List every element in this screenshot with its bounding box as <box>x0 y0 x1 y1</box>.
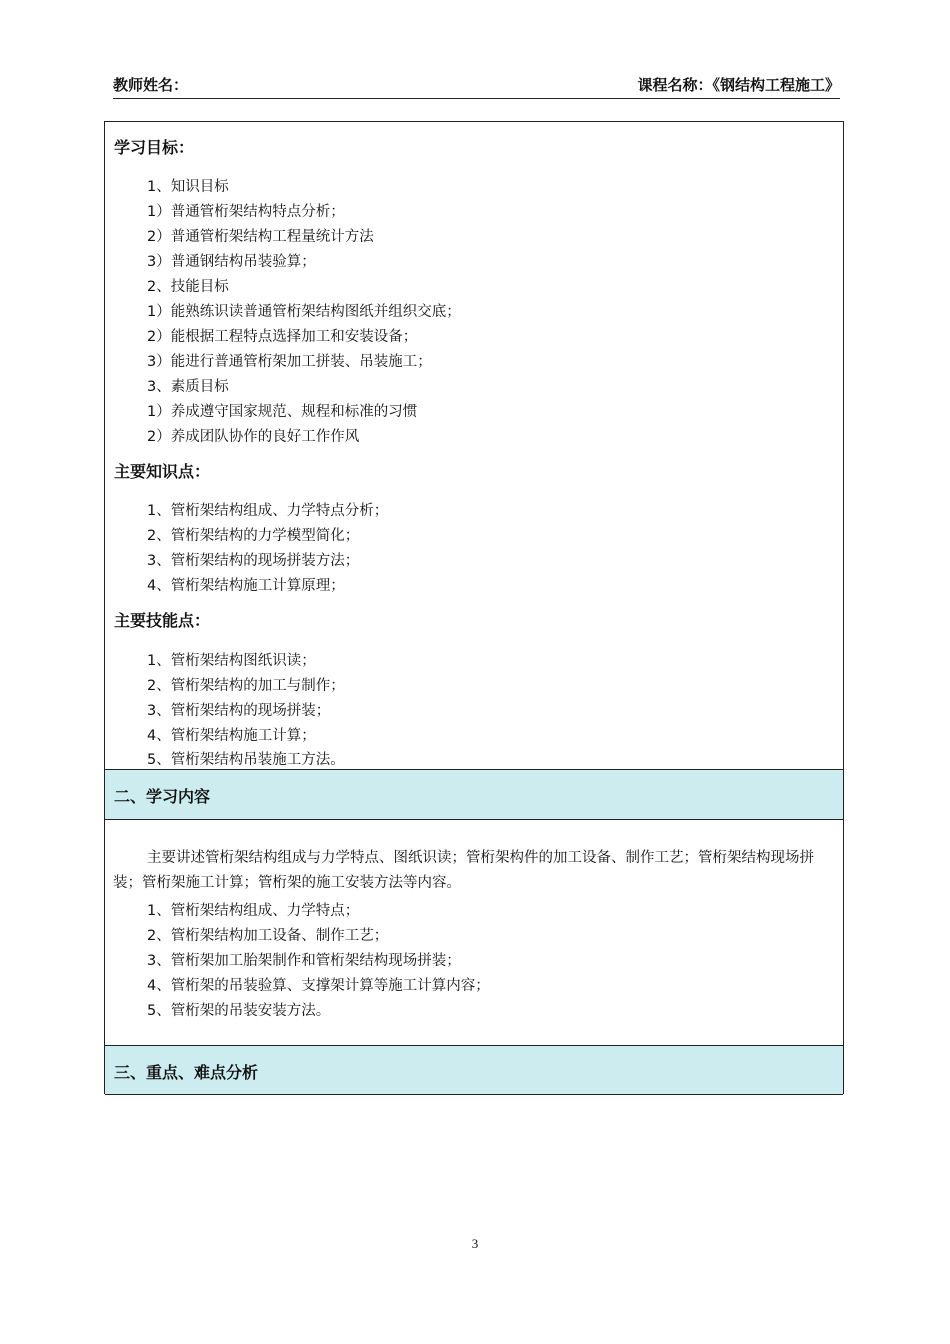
content-line: 4、管桁架的吊装验算、支撑架计算等施工计算内容； <box>147 978 490 994</box>
goal-line: 1）能熟练识读普通管桁架结构图纸并组织交底； <box>147 304 461 320</box>
goal-line: 1）普通管桁架结构特点分析； <box>147 204 345 220</box>
skills-heading: 主要技能点： <box>114 611 211 630</box>
knowledge-heading: 主要知识点： <box>114 462 211 481</box>
goal-line: 3）能进行普通管桁架加工拼装、吊装施工； <box>147 354 432 370</box>
course-name-label: 课程名称：《钢结构工程施工》 <box>637 76 840 94</box>
goal-line: 1）养成遵守国家规范、规程和标准的习惯 <box>147 404 418 420</box>
section-2-paragraph: 主要讲述管桁架结构组成与力学特点、图纸识读；管桁架构件的加工设备、制作工艺；管桁架结构现场拼装；管桁架施工计算；管桁架的施工安装方法等内容。 <box>113 850 814 891</box>
teacher-name-label: 教师姓名： <box>113 76 189 94</box>
page-header <box>113 72 840 99</box>
skill-line: 4、管桁架结构施工计算； <box>147 728 316 744</box>
section-3-band <box>105 1045 843 1095</box>
knowledge-line: 1、管桁架结构组成、力学特点分析； <box>147 503 389 519</box>
skill-line: 3、管桁架结构的现场拼装； <box>147 703 331 719</box>
content-line: 1、管桁架结构组成、力学特点； <box>147 903 360 919</box>
goal-line: 2）养成团队协作的良好工作作风 <box>147 429 360 445</box>
skill-line: 5、管桁架结构吊装施工方法。 <box>147 752 345 768</box>
section-2-band <box>105 769 843 820</box>
content-line: 2、管桁架结构加工设备、制作工艺； <box>147 928 389 944</box>
goal-line: 3）普通钢结构吊装验算； <box>147 254 316 270</box>
goal-line: 2）普通管桁架结构工程量统计方法 <box>147 229 374 245</box>
knowledge-line: 4、管桁架结构施工计算原理； <box>147 578 345 594</box>
skill-line: 2、管桁架结构的加工与制作； <box>147 678 345 694</box>
content-line: 5、管桁架的吊装安装方法。 <box>147 1003 331 1019</box>
knowledge-line: 3、管桁架结构的现场拼装方法； <box>147 553 360 569</box>
page-number: 3 <box>471 1236 479 1251</box>
section-2-heading: 二、学习内容 <box>114 787 211 806</box>
knowledge-line: 2、管桁架结构的力学模型简化； <box>147 528 360 544</box>
goal-line: 2）能根据工程特点选择加工和安装设备； <box>147 329 418 345</box>
goals-heading: 学习目标： <box>114 138 195 157</box>
goal-line: 1、知识目标 <box>147 179 229 195</box>
goal-line: 3、素质目标 <box>147 379 229 395</box>
section-3-heading: 三、重点、难点分析 <box>114 1063 259 1082</box>
skill-line: 1、管桁架结构图纸识读； <box>147 653 316 669</box>
content-line: 3、管桁架加工胎架制作和管桁架结构现场拼装； <box>147 953 461 969</box>
goal-line: 2、技能目标 <box>147 279 229 295</box>
